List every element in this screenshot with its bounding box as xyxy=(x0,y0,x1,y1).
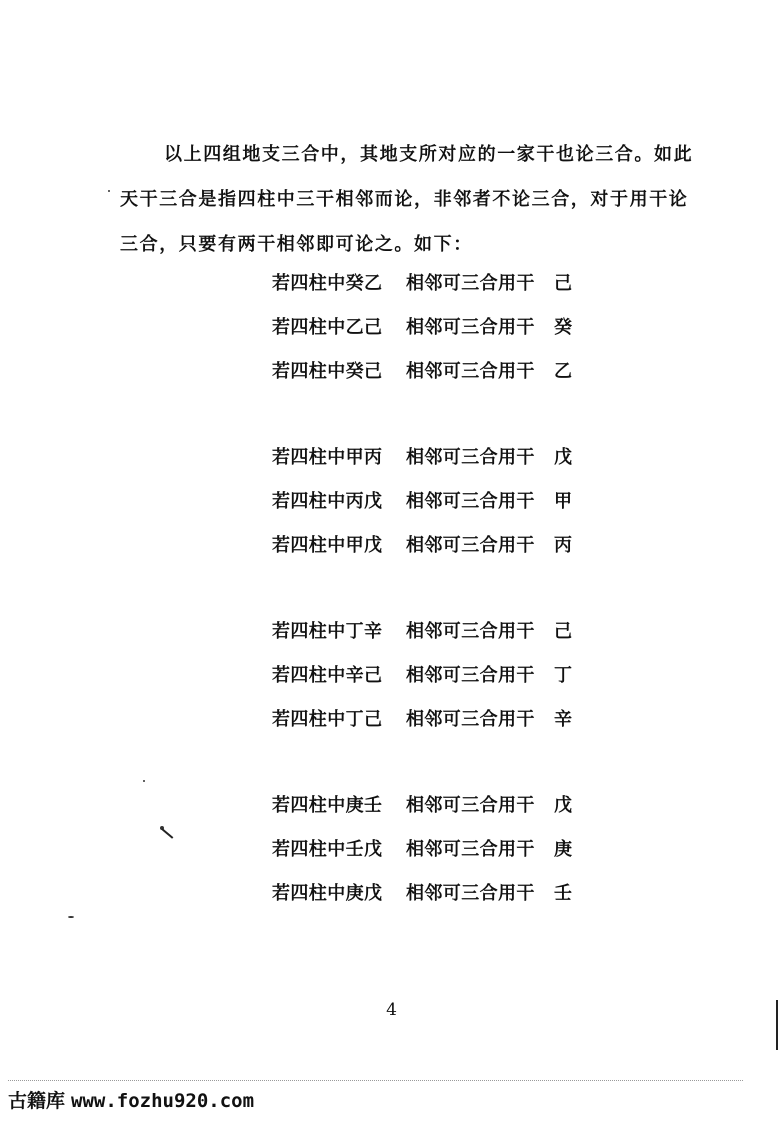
rule-condition: 若四柱中丁己 xyxy=(272,709,383,730)
scan-speck xyxy=(108,190,110,192)
rule-condition: 若四柱中丙戊 xyxy=(272,491,383,512)
rule-result: 相邻可三合用干 xyxy=(406,709,535,730)
intro-line: 天干三合是指四柱中三干相邻而论，非邻者不论三合，对于用干论 xyxy=(120,189,689,210)
rule-result: 相邻可三合用干 xyxy=(406,883,535,904)
rule-condition: 若四柱中庚壬 xyxy=(272,795,383,816)
rule-line xyxy=(272,782,612,826)
rule-result: 相邻可三合用干 xyxy=(406,839,535,860)
rule-line xyxy=(272,478,612,522)
site-name: 古籍库 xyxy=(8,1090,66,1112)
rule-group xyxy=(272,260,612,392)
rule-stem: 己 xyxy=(554,273,572,294)
rule-line xyxy=(272,608,612,652)
rules-list xyxy=(272,260,612,956)
rule-stem: 己 xyxy=(554,621,572,642)
rule-condition: 若四柱中壬戊 xyxy=(272,839,383,860)
rule-group xyxy=(272,782,612,914)
rule-condition: 若四柱中丁辛 xyxy=(272,621,383,642)
rule-group xyxy=(272,434,612,566)
rule-condition: 若四柱中庚戊 xyxy=(272,883,383,904)
scan-speck xyxy=(143,780,145,782)
rule-result: 相邻可三合用干 xyxy=(406,795,535,816)
rule-line xyxy=(272,870,612,914)
intro-paragraph xyxy=(120,132,730,267)
rule-condition: 若四柱中辛己 xyxy=(272,665,383,686)
rule-condition: 若四柱中癸己 xyxy=(272,361,383,382)
site-watermark xyxy=(8,1086,254,1113)
rule-stem: 乙 xyxy=(554,361,572,382)
page-number: 4 xyxy=(386,1000,397,1020)
rule-result: 相邻可三合用干 xyxy=(406,535,535,556)
rule-condition: 若四柱中乙己 xyxy=(272,317,383,338)
rule-stem: 壬 xyxy=(554,883,572,904)
rule-line xyxy=(272,348,612,392)
rule-result: 相邻可三合用干 xyxy=(406,447,535,468)
rule-condition: 若四柱中甲丙 xyxy=(272,447,383,468)
rule-result: 相邻可三合用干 xyxy=(406,317,535,338)
rule-stem: 庚 xyxy=(554,839,572,860)
rule-line xyxy=(272,826,612,870)
rule-line xyxy=(272,652,612,696)
footer-divider xyxy=(8,1080,743,1081)
rule-line xyxy=(272,434,612,478)
rule-line xyxy=(272,304,612,348)
rule-stem: 丁 xyxy=(554,665,572,686)
rule-stem: 甲 xyxy=(554,491,572,512)
intro-line: 以上四组地支三合中，其地支所对应的一家干也论三合。如此 xyxy=(164,144,694,165)
rule-result: 相邻可三合用干 xyxy=(406,621,535,642)
rule-stem: 戊 xyxy=(554,447,572,468)
rule-stem: 丙 xyxy=(554,535,572,556)
rule-line xyxy=(272,522,612,566)
scan-speck xyxy=(68,916,74,918)
rule-stem: 辛 xyxy=(554,709,572,730)
rule-line xyxy=(272,260,612,304)
rule-condition: 若四柱中癸乙 xyxy=(272,273,383,294)
rule-condition: 若四柱中甲戊 xyxy=(272,535,383,556)
rule-result: 相邻可三合用干 xyxy=(406,273,535,294)
rule-result: 相邻可三合用干 xyxy=(406,665,535,686)
rule-group xyxy=(272,608,612,740)
rule-stem: 癸 xyxy=(554,317,572,338)
rule-result: 相邻可三合用干 xyxy=(406,361,535,382)
site-domain: www.fozhu920.com xyxy=(71,1090,255,1112)
scan-speck xyxy=(161,828,173,839)
rule-line xyxy=(272,696,612,740)
intro-line: 三合，只要有两干相邻即可论之。如下： xyxy=(120,234,473,255)
rule-stem: 戊 xyxy=(554,795,572,816)
rule-result: 相邻可三合用干 xyxy=(406,491,535,512)
scan-edge-line xyxy=(776,1000,778,1050)
